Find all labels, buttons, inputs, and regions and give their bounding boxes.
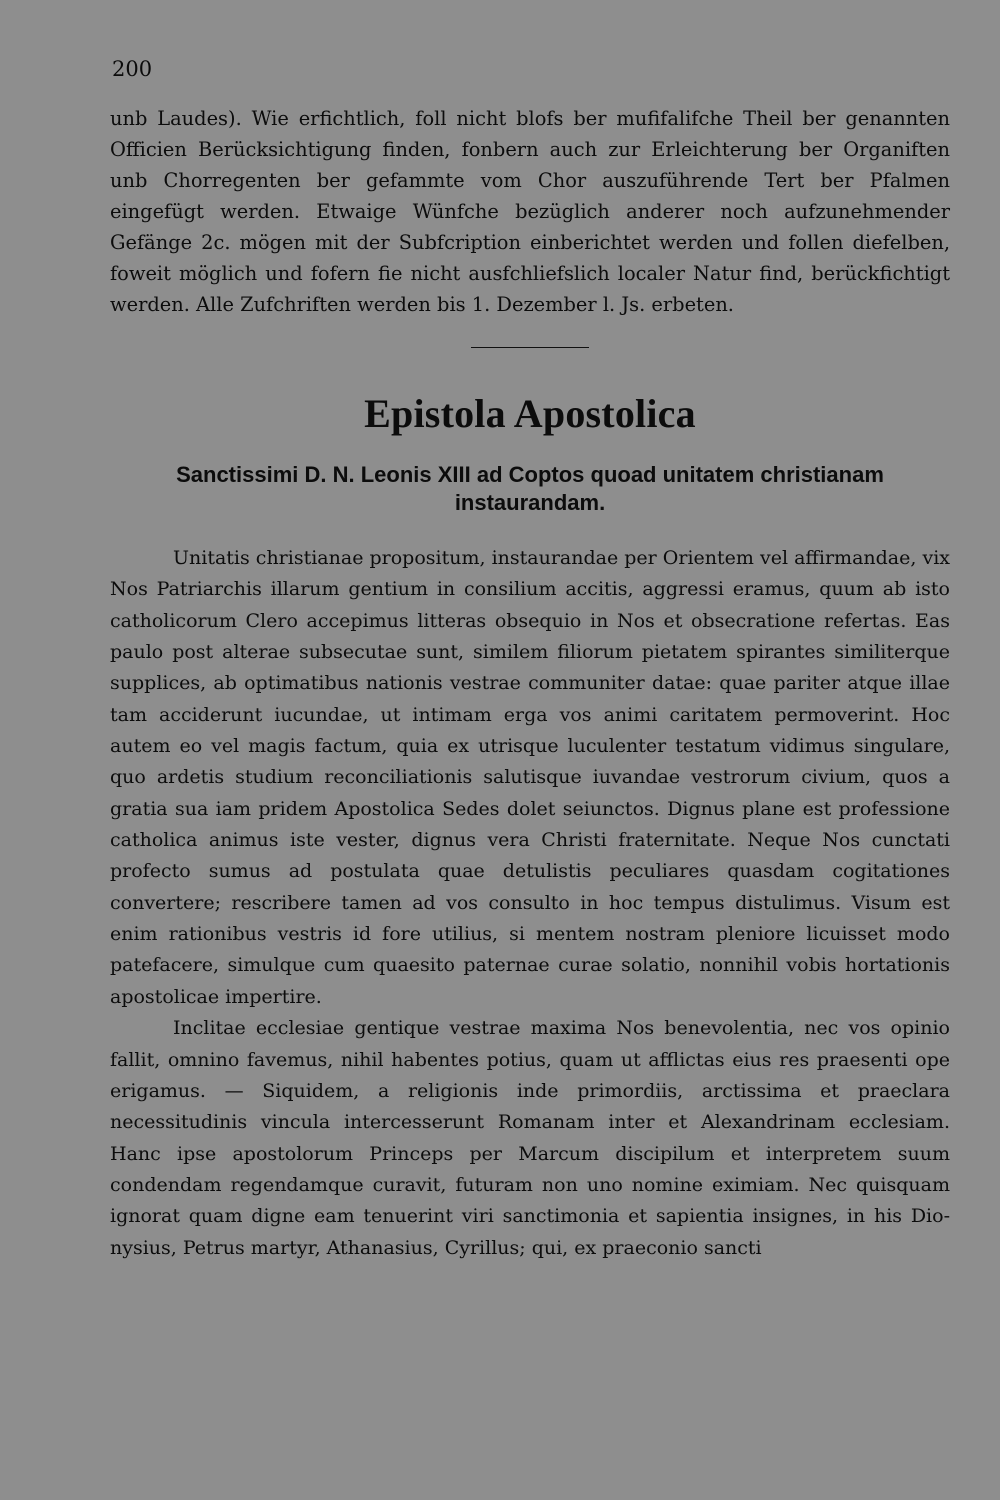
document-page bbox=[110, 55, 950, 1264]
page-number: 200 bbox=[112, 57, 153, 81]
body-paragraph-2: Inclitae ecclesiae gentique vestrae maxima Nos benevolentia, nec vos opinio fallit, omnino favemus, nihil habentes potius, quam ut afflictas eius res praesenti ope erigamus. — Siquidem, a religionis inde primordiis, arctissima et praeclara necessitudinis vincula intercesserunt Romanam inter et Alexandrinam ecclesiam. Hanc ipse apostolorum Princeps per Marcum discipilum et interpretem suum condendam regendamque curavit, futuram non uno nomine eximiam. Nec quisquam ignorat quam digne eam tenuerint viri sanctimonia et sapientia insignes, in his Dionysius, Petrus martyr, Athanasius, Cyrillus; qui, ex praeconio sancti bbox=[110, 1017, 950, 1259]
body-paragraph-1: Unitatis christianae propositum, instaurandae per Orientem vel affirmandae, vix Nos Patriarchis illarum gentium in consilium accitis, aggressi eramus, quum ab isto catholicorum Clero accepimus litteras obsequio in Nos et obsecratione refertas. Eas paulo post alterae subsecutae sunt, similem filiorum pietatem spirantes similiterque supplices, ab optimatibus nationis vestrae communiter datae: quae pariter atque illae tam acciderunt iucundae, ut intimam erga vos animi caritatem permoverint. Hoc autem eo vel magis factum, quia ex utrisque luculenter testatum vidimus singulare, quo ardetis studium reconciliationis salutisque iuvandae vestrorum civium, quos a gratia sua iam pridem Apostolica Sedes dolet seiunctos. Dignus plane est professione catholica animus iste vester, dignus vera Christi fraternitate. Neque Nos cunctati profecto sumus ad postulata quae detulistis peculiares quasdam cogitationes convertere; rescribere tamen ad vos consulto in hoc tempus distulimus. Visum est enim rationibus vestris id fore utilius, si mentem nostram pleniore licuisset modo patefacere, simulque cum quaesito paternae curae solatio, nonnihil vobis hortationis apostolicae impertire. bbox=[110, 547, 950, 1008]
document-title: Epistola Apostolica bbox=[364, 391, 696, 436]
notice-paragraph: unb Laudes). Wie erfichtlich, foll nicht blofs ber mufifalifche Theil ber genannten Officien Berücksichtigung finden, fonbern auch zur Erleichterung ber Organiften unb Chorregenten ber gefammte vom Chor auszuführende Tert ber Pfalmen eingefügt werden. Etwaige Wünfche bezüglich anderer noch aufzunehmender Gefänge 2c. mögen mit der Subfcription einberichtet werden und follen diefelben, foweit möglich und fofern fie nicht ausfchliefslich localer Natur find, berückfichtigt werden. Alle Zufchriften werden bis 1. Dezember l. Js. erbeten. bbox=[110, 107, 950, 316]
section-divider bbox=[471, 347, 589, 348]
document-subtitle: Sanctissimi D. N. Leonis XIII ad Coptos quoad unitatem christianam instaurandam. bbox=[176, 462, 884, 515]
